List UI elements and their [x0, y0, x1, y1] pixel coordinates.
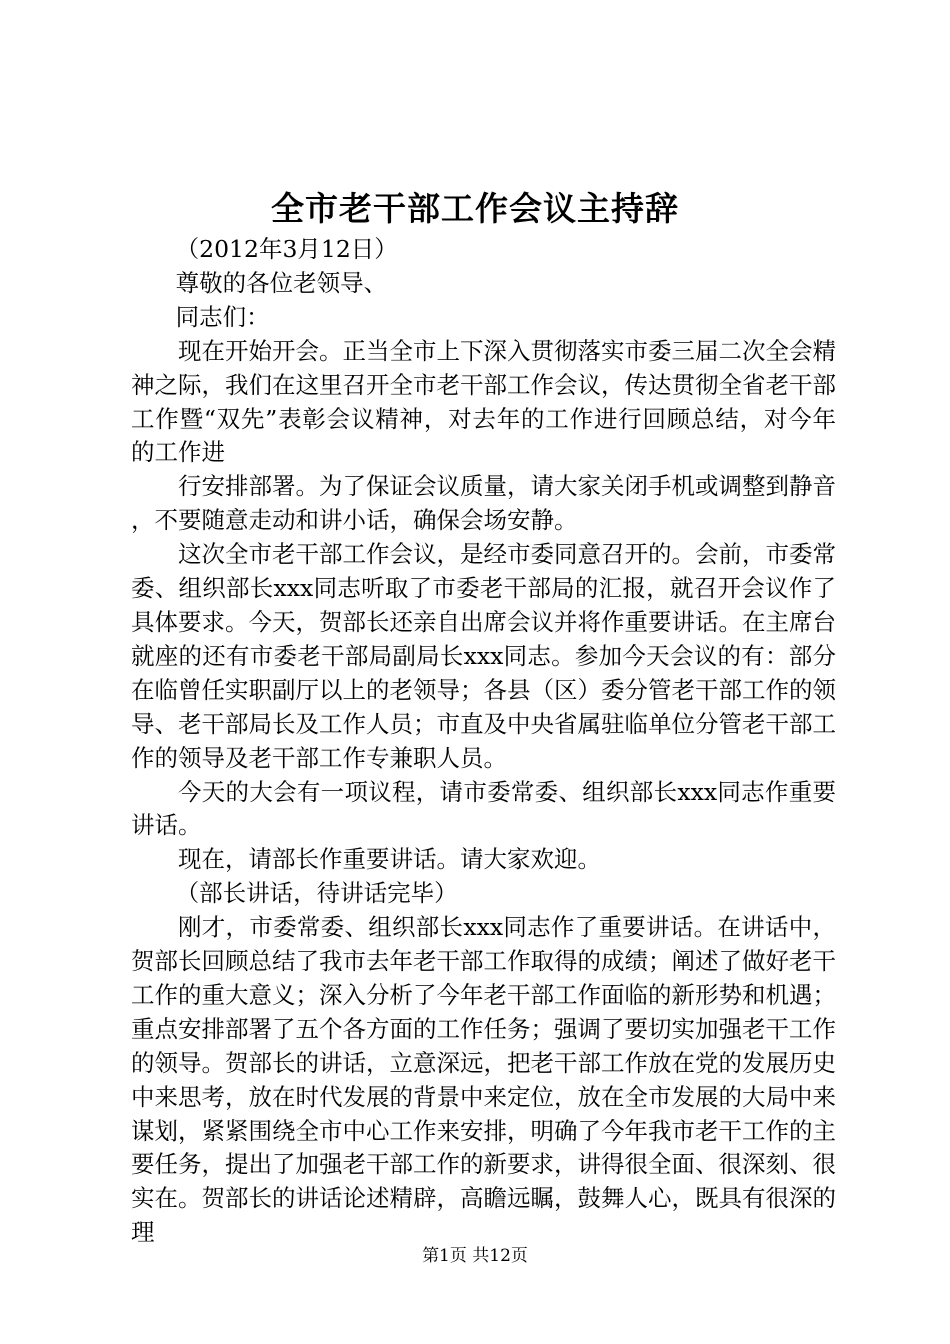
- paragraph-agenda: 今天的大会有一项议程，请市委常委、组织部长xxx同志作重要讲话。: [131, 777, 836, 840]
- paragraph-opening: 现在开始开会。正当全市上下深入贯彻落实市委三届二次全会精神之际，我们在这里召开全市老干部工作会议，传达贯彻全省老干部工作暨“双先”表彰会议精神，对去年的工作进行回顾总结，对今年的工作进: [131, 336, 836, 467]
- salutation-line-2: 同志们：: [175, 302, 270, 331]
- salutation-line-1: 尊敬的各位老领导、: [175, 268, 388, 297]
- paragraph-invite-speech: 现在，请部长作重要讲话。请大家欢迎。: [178, 845, 601, 874]
- page-footer: 第1页 共12页: [422, 1246, 528, 1266]
- date-line: （2012年3月12日）: [175, 235, 398, 263]
- document-body: [131, 233, 836, 1250]
- paragraph-summary: 刚才，市委常委、组织部长xxx同志作了重要讲话。在讲话中，贺部长回顾总结了我市去年老干部工作取得的成绩；阐述了做好老干工作的重大意义；深入分析了今年老干部工作面临的新形势和机遇；重点安排部署了五个各方面的工作任务；强调了要切实加强老干工作的领导。贺部长的讲话，立意深远，把老干部工作放在党的发展历史中来思考，放在时代发展的背景中来定位，放在全市发展的大局中来谋划，紧紧围绕全市中心工作来安排，明确了今年我市老干工作的主要任务，提出了加强老干部工作的新要求，讲得很全面、很深刻、很实在。贺部长的讲话论述精辟，高瞻远瞩，鼓舞人心，既具有很深的理: [131, 913, 836, 1247]
- document-title: 全市老干部工作会议主持辞: [271, 189, 679, 228]
- paragraph-attendees: 这次全市老干部工作会议，是经市委同意召开的。会前，市委常委、组织部长xxx同志听取了市委老干部局的汇报，就召开会议作了具体要求。今天，贺部长还亲自出席会议并将作重要讲话。在主席台就座的还有市委老干部局副局长xxx同志。参加今天会议的有：部分在临曾任实职副厅以上的老领导；各县（区）委分管老干部工作的领导、老干部局长及工作人员；市直及中央省属驻临单位分管老干部工作的领导及老干部工作专兼职人员。: [131, 540, 836, 772]
- paragraph-arrangement: 行安排部署。为了保证会议质量，请大家关闭手机或调整到静音，不要随意走动和讲小话，确保会场安静。: [131, 472, 836, 535]
- paragraph-stage-note: （部长讲话，待讲话完毕）: [175, 879, 458, 908]
